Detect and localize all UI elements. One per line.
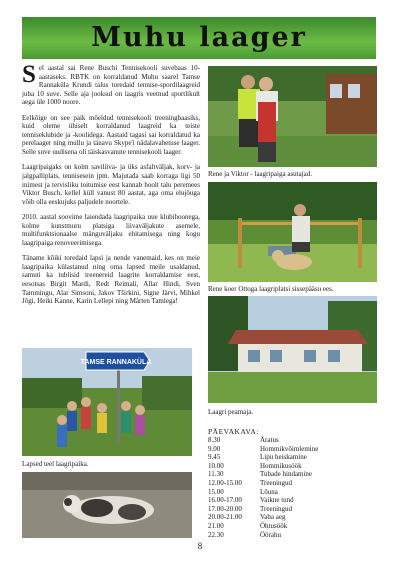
title-banner [22,17,376,59]
article-paragraph: Eelkõige on see paik mõeldud tennisekooli treeningbaasiks, kuid oleme ühiselt korraldanud laagreid ka teiste tenniseklubide ja -koolidega. Aastaid tagasi sai korraldatud ka perelaager ning mullu ja tänavu Skype'i nädalavahetuse laager. Selle suve uudisena oli täiskasvanute tennisekooli laager. [22,113,200,156]
article-body [22,61,200,313]
schedule-row: 20.00-21.00 Vaba aeg [208,513,286,522]
road-sign-text: TAMSE RANNAKÜLA [80,359,152,366]
schedule-row: 22.30 Öörahu [208,530,281,539]
schedule-list [208,436,318,539]
schedule-row: 8.30 Äratus [208,436,279,444]
schedule-row: 21.00 Õhtusöök [208,521,288,530]
article-paragraph: 2010. aastal soovime laiendada laagripaika uue klubihoonega, kolme kunstmuru platsiga liivaväljakute asemele, multifunktsionaalse mänguväljaku ehitamisega ning kogu laagripaiga renoveerimisega. [22,213,200,247]
caption-house: Laagri peamaja. [208,408,254,416]
schedule-row: 12.00-15.00 Treeningud [208,478,293,487]
schedule-title: PÄEVAKAVA: [208,427,259,436]
article-paragraph: Täname kõiki toredaid lapsi ja nende vanemaid, kes on meie laagripaika külastanud ning oma lapsed meile usaldanud, samuti ka tublisid treenereid laagrite korraldamise eest, eesotsas Birgit Mardi, Redt Reimali, Allar Hindi, Sven Tammingu, Alar Simsoni, Jakov Tširkini, Signe Järvi, Mihkel Jõgi, Heiki Kanne, Karin Lellepi ning Mårten Tamlega! [22,254,200,306]
caption-founders: Rene ja Viktor - laagripaiga asutajad. [208,170,313,178]
cat-photo [22,472,192,538]
drop-cap: S [22,61,36,88]
schedule-row: 9.00 Hommikvõimlemine [208,444,319,453]
schedule-row: 17.00-20.00 Treeningud [208,504,293,513]
caption-dog: Rene koer Ottoga laagriplatsi sissepääsu ees. [208,285,334,293]
children-photo [22,348,192,456]
schedule-row: 16.00-17.00 Vaikne tund [208,496,294,505]
schedule-row: 9.45 Lipu heiskamine [208,453,307,462]
schedule-row: 11.30 Tubade hindamine [208,470,313,479]
founders-photo [208,66,377,167]
page-number: 8 [197,541,203,551]
dog-photo [208,182,377,282]
schedule-row: 15.00 Lõuna [208,487,278,496]
house-photo [208,296,377,403]
schedule-row: 10.00 Hommikusöök [208,461,302,470]
caption-children: Lapsed teel laagripaika. [22,460,89,468]
page-title: Muhu laager [91,22,307,53]
article-paragraph: Sel aastal sai Rene Buschi Tennisekooli suvebaas 10-aastaseks. RBTK on korraldanud Muhu saarel Tamse Rannaküla Krundi talus toredaid tennise-spordilaagreid juba 10 suve. Selle aja jooksul on laagris veetnud sportlikult aega üle 1000 noore. [22,61,200,107]
article-paragraph: Laagripaigaks on kolm saviliiva- ja üks asfaltväljak, korv- ja jalgpalliplats, tennisesein jpm. Majutada saab korraga ligi 50 inimest ja tervisliku toitumise eest kannab hoolt talu peremees Viktor Busch, kellel küll vanust 80 aastat, aga oma elujõuga võib olla eeskujuks paljudele noortele. [22,163,200,206]
